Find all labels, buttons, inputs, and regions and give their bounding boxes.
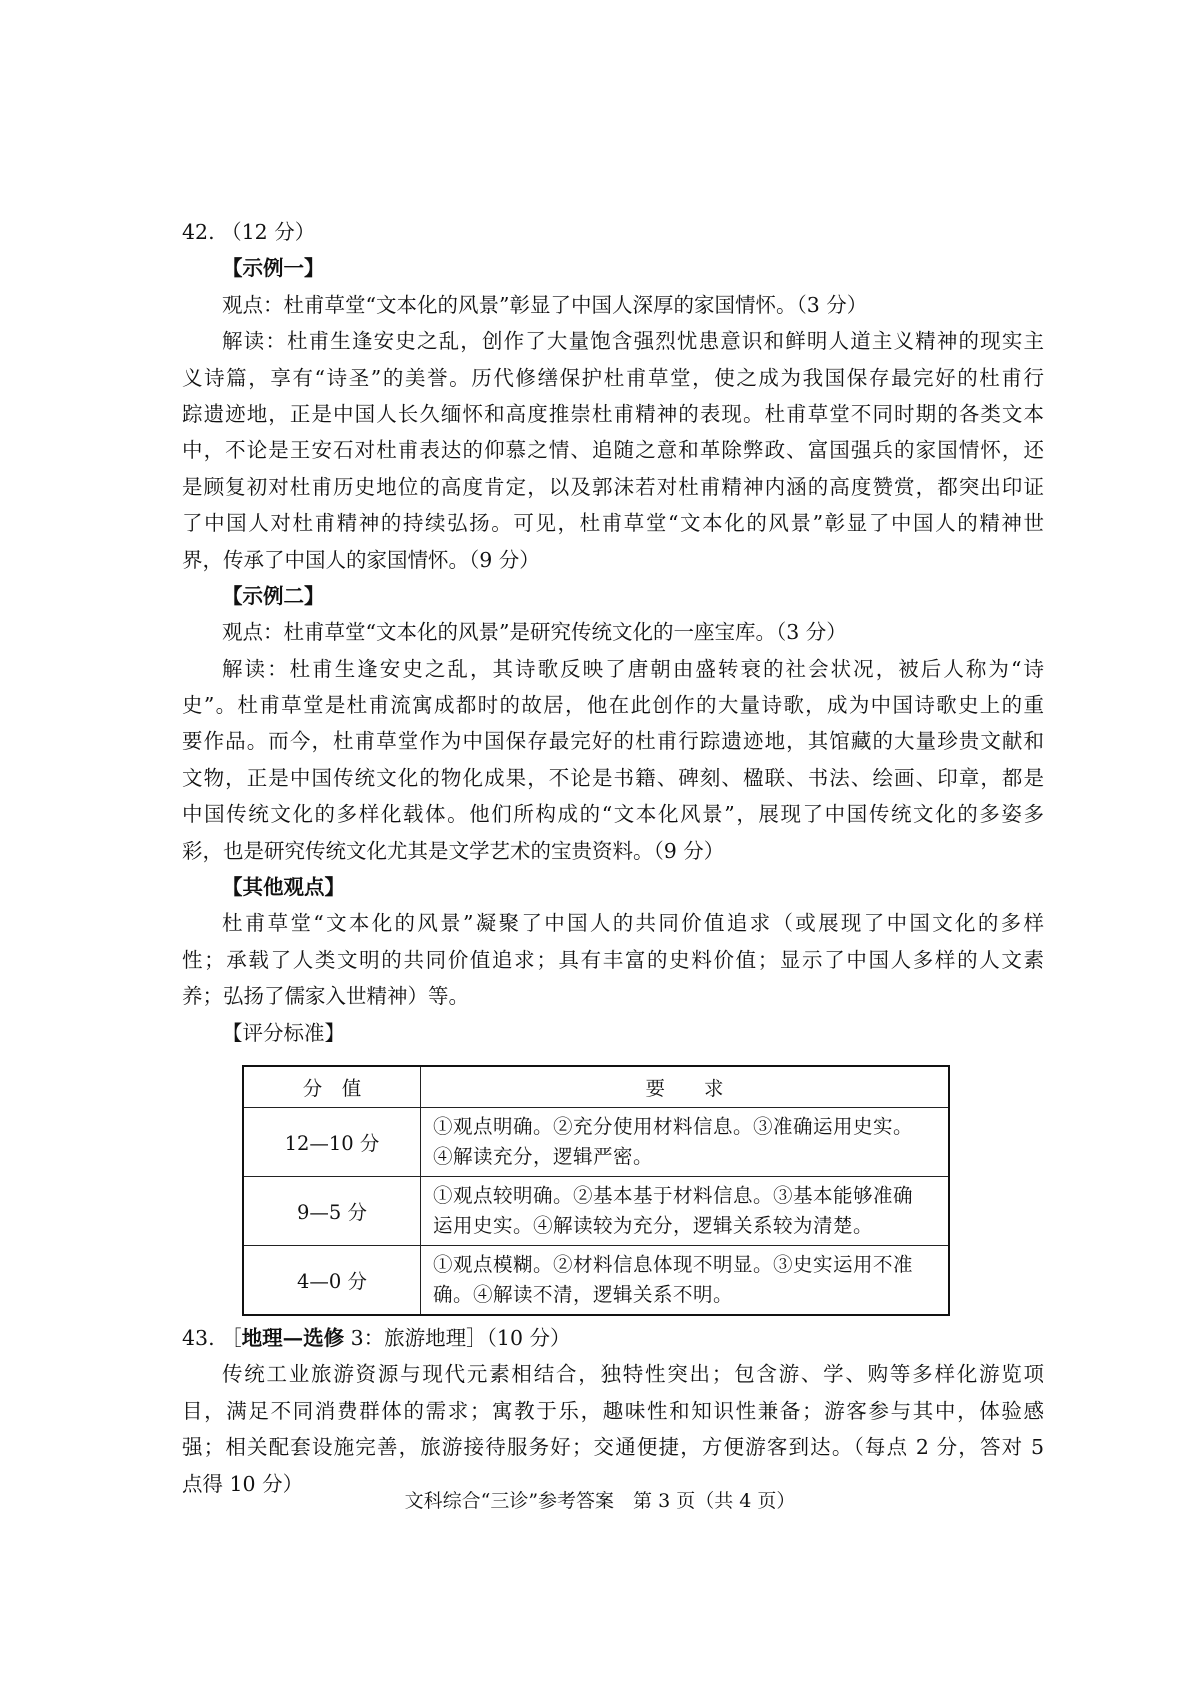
q43-line: 点得 10 分） (182, 1471, 304, 1496)
table-row (243, 1176, 949, 1245)
col-header-value: 分 值 (243, 1066, 421, 1108)
q43-topic: 3：旅游地理］（10 分） (344, 1325, 571, 1350)
example1-line: 义诗篇，享有“诗圣”的美誉。历代修缮保护杜甫草堂，使之成为我国保存最完好的杜甫行 (182, 365, 1044, 390)
other-views-line: 养；弘扬了儒家入世精神）等。 (182, 984, 469, 1009)
requirement-line: 确。④解读不清，逻辑关系不明。 (433, 1282, 734, 1306)
example2-title: 【示例二】 (222, 583, 325, 608)
score-range: 4—0 分 (243, 1245, 421, 1315)
example2-line: 文物，正是中国传统文化的物化成果，不论是书籍、碑刻、楹联、书法、绘画、印章，都是 (182, 765, 1044, 790)
requirement-line: ①观点较明确。②基本基于材料信息。③基本能够准确 (433, 1183, 914, 1207)
example2-view: 观点：杜甫草堂“文本化的风景”是研究传统文化的一座宝库。（3 分） (222, 620, 847, 645)
example2-line: 史”。杜甫草堂是杜甫流寓成都时的故居，他在此创作的大量诗歌，成为中国诗歌史上的重 (182, 693, 1044, 718)
table-row (243, 1107, 949, 1176)
q43-header (182, 1320, 1044, 1356)
example1-line: 解读：杜甫生逢安史之乱，创作了大量饱含强烈忧患意识和鲜明人道主义精神的现实主 (222, 329, 1044, 354)
requirement-line: ④解读充分，逻辑严密。 (433, 1144, 654, 1168)
q43-line: 传统工业旅游资源与现代元素相结合，独特性突出；包含游、学、购等多样化游览项 (222, 1362, 1044, 1387)
answer-content (182, 214, 1044, 1502)
q43-module: 地理—选修 (241, 1325, 345, 1350)
criteria-title: 【评分标准】 (222, 1020, 345, 1045)
example1-line: 踪遗迹地，正是中国人长久缅怀和高度推崇杜甫精神的表现。杜甫草堂不同时期的各类文本 (182, 401, 1044, 426)
requirement-line: ①观点明确。②充分使用材料信息。③准确运用史实。 (433, 1114, 914, 1138)
requirement-cell (421, 1107, 950, 1176)
other-views-line: 杜甫草堂“文本化的风景”凝聚了中国人的共同价值追求（或展现了中国文化的多样 (222, 911, 1044, 936)
score-range: 12—10 分 (243, 1107, 421, 1176)
example1-line: 中，不论是王安石对杜甫表达的仰慕之情、追随之意和革除弊政、富国强兵的家国情怀，还 (182, 438, 1044, 463)
scoring-table-header (243, 1066, 949, 1108)
example1-line: 界，传承了中国人的家国情怀。（9 分） (182, 547, 540, 572)
col-header-requirement: 要 求 (421, 1066, 950, 1108)
example1-title: 【示例一】 (222, 256, 325, 281)
other-views-line: 性；承载了人类文明的共同价值追求；具有丰富的史料价值；显示了中国人多样的人文素 (182, 947, 1044, 972)
table-row (243, 1245, 949, 1315)
example2-line: 彩，也是研究传统文化尤其是文学艺术的宝贵资料。（9 分） (182, 838, 725, 863)
page-footer: 文科综合“三诊”参考答案 第 3 页（共 4 页） (404, 1490, 796, 1512)
requirement-line: 运用史实。④解读较为充分，逻辑关系较为清楚。 (433, 1213, 874, 1237)
example2-line: 解读：杜甫生逢安史之乱，其诗歌反映了唐朝由盛转衰的社会状况，被后人称为“诗 (222, 656, 1044, 681)
requirement-cell (421, 1176, 950, 1245)
score-range: 9—5 分 (243, 1176, 421, 1245)
example2-line: 要作品。而今，杜甫草堂作为中国保存最完好的杜甫行踪遗迹地，其馆藏的大量珍贵文献和 (182, 729, 1044, 754)
example1-line: 了中国人对杜甫精神的持续弘扬。可见，杜甫草堂“文本化的风景”彰显了中国人的精神世 (182, 511, 1044, 536)
example1-view: 观点：杜甫草堂“文本化的风景”彰显了中国人深厚的家国情怀。（3 分） (222, 292, 868, 317)
q43-line: 目，满足不同消费群体的需求；寓教于乐，趣味性和知识性兼备；游客参与其中，体验感 (182, 1398, 1044, 1423)
requirement-cell (421, 1245, 950, 1315)
q43-line: 强；相关配套设施完善，旅游接待服务好；交通便捷，方便游客到达。（每点 2 分，答对 5 (182, 1435, 1044, 1460)
other-views-title: 【其他观点】 (222, 875, 345, 900)
example1-line: 是顾复初对杜甫历史地位的高度肯定，以及郭沫若对杜甫精神内涵的高度赞赏，都突出印证 (182, 474, 1044, 499)
q42-header: 42. （12 分） (182, 220, 316, 244)
example2-line: 中国传统文化的多样化载体。他们所构成的“文本化风景”，展现了中国传统文化的多姿多 (182, 802, 1044, 827)
q43-number: 43. ［ (182, 1325, 242, 1350)
requirement-line: ①观点模糊。②材料信息体现不明显。③史实运用不准 (433, 1252, 914, 1276)
scoring-table (242, 1065, 950, 1316)
